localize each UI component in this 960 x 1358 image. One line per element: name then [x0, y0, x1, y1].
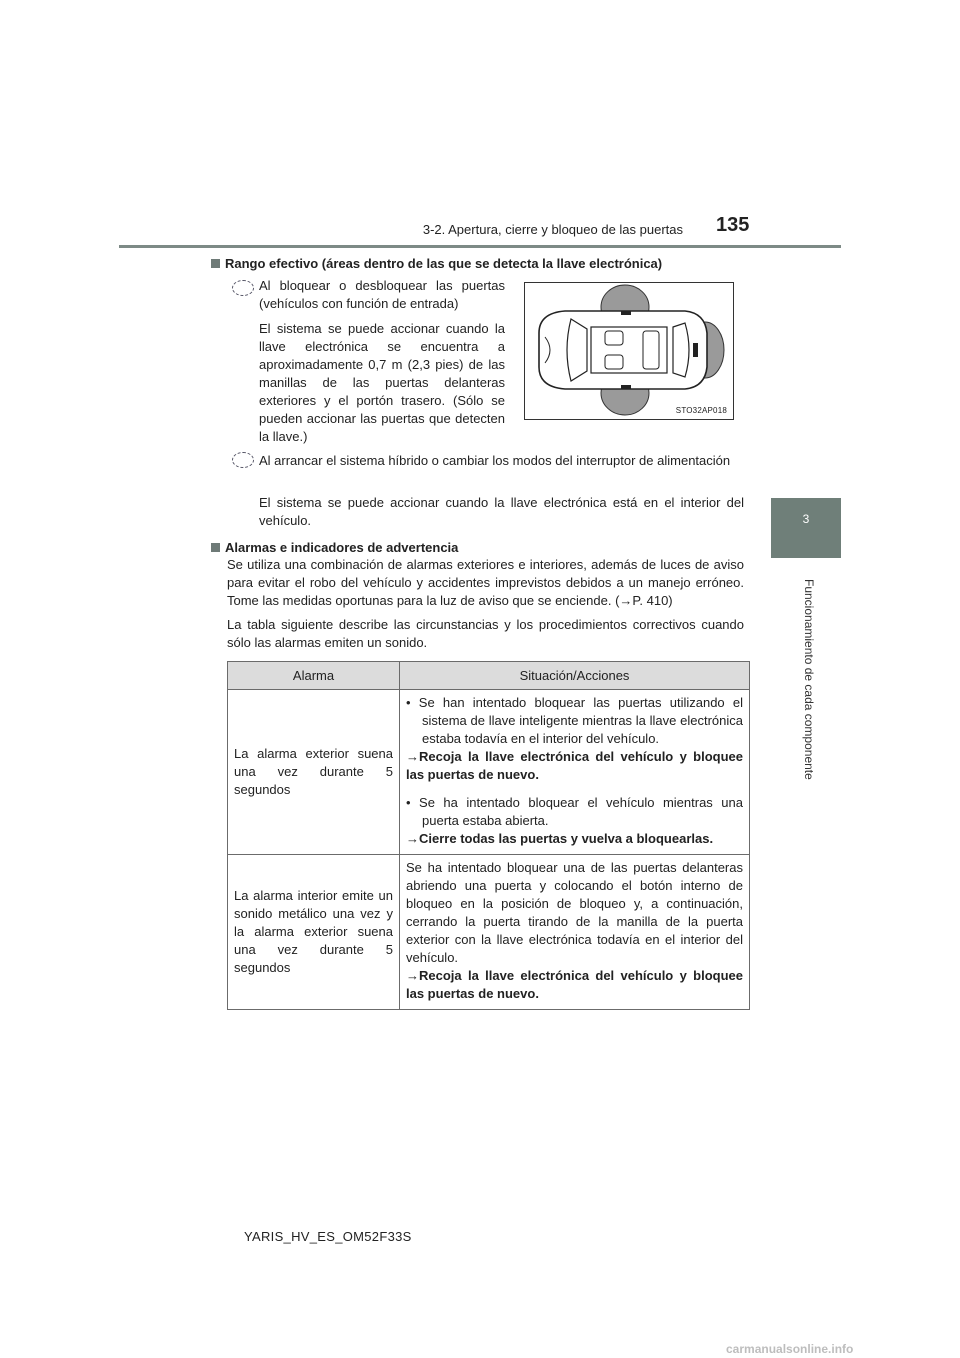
row2-description: Se ha intentado bloquear una de las puertas delanteras abriendo una puerta y colocando el botón interno de bloqueo en la posición de bloqueo y, a continuación, cerrando la puerta tirando de la manilla de la puerta exterior con la llave electrónica todavía en el interior del vehículo. — [406, 860, 743, 965]
row1-alarm-cell: La alarma exterior suena una vez durante 5 segundos — [228, 690, 400, 855]
chapter-tab: 3 — [771, 498, 841, 558]
row2-action-1: →Recoja la llave electrónica del vehículo y bloquee las puertas de nuevo. — [406, 968, 743, 1001]
col-header-alarm: Alarma — [228, 662, 400, 690]
dashed-oval-bullet-icon — [232, 280, 254, 296]
chapter-label: Funcionamiento de cada componente — [802, 579, 816, 780]
table-row — [228, 690, 750, 855]
alarms-paragraph-1: Se utiliza una combinación de alarmas exteriores e interiores, además de luces de aviso para evitar el robo del vehículo y accidentes imprevistos debidos a un manejo erróneo. Tome las medidas oportunas para la luz de aviso que se enciende. (→P. 410) — [227, 557, 744, 608]
alarms-paragraph-2: La tabla siguiente describe las circunstancias y los procedimientos correctivos cuando sólo las alarmas emiten un sonido. — [227, 617, 744, 650]
detection-range-figure — [524, 282, 734, 420]
dashed-oval-bullet-icon — [232, 452, 254, 468]
car-top-view-illustration — [525, 283, 733, 419]
row1-bullet-2: • Se ha intentado bloquear el vehículo mientras una puerta estaba abierta. — [406, 795, 743, 828]
range-item1-body: El sistema se puede accionar cuando la llave electrónica se encuentra a aproximadamente 0,7 m (2,3 pies) de las manillas de las puertas delanteras exteriores y el portón trasero. (Sólo se pueden accionar las puertas que detecten la llave.) — [259, 321, 505, 444]
header-rule — [119, 245, 841, 248]
row1-bullet-1: • Se han intentado bloquear las puertas utilizando el sistema de llave inteligente mientras la llave electrónica estaba todavía en el interior del vehículo. — [406, 695, 743, 746]
page-number: 135 — [716, 214, 750, 236]
section-title: 3-2. Apertura, cierre y bloqueo de las puertas — [422, 222, 683, 237]
alarms-heading: Alarmas e indicadores de advertencia — [211, 540, 458, 555]
table-header-row — [228, 662, 750, 690]
document-code: YARIS_HV_ES_OM52F33S — [244, 1229, 412, 1244]
range-heading: Rango efectivo (áreas dentro de las que se detecta la llave electrónica) — [211, 256, 662, 271]
figure-code: STO32AP018 — [675, 406, 727, 415]
row1-actions-cell — [400, 690, 750, 855]
row2-actions-cell — [400, 855, 750, 1010]
alarms-table — [227, 661, 750, 1010]
row2-alarm-cell: La alarma interior emite un sonido metálico una vez y la alarma exterior suena una vez durante 5 segundos — [228, 855, 400, 1010]
square-bullet-icon — [211, 259, 220, 268]
square-bullet-icon — [211, 543, 220, 552]
row1-action-2: →Cierre todas las puertas y vuelva a bloquearlas. — [406, 831, 714, 846]
watermark: carmanualsonline.info — [726, 1342, 854, 1356]
row1-action-1: →Recoja la llave electrónica del vehículo y bloquee las puertas de nuevo. — [406, 749, 743, 782]
table-row — [228, 855, 750, 1010]
range-item1-title: Al bloquear o desbloquear las puertas (vehículos con función de entrada) — [259, 278, 505, 311]
col-header-situation: Situación/Acciones — [400, 662, 750, 690]
range-item2-title: Al arrancar el sistema híbrido o cambiar los modos del interruptor de alimentación — [259, 453, 731, 468]
range-item2-body: El sistema se puede accionar cuando la llave electrónica está en el interior del vehículo. — [259, 495, 744, 528]
